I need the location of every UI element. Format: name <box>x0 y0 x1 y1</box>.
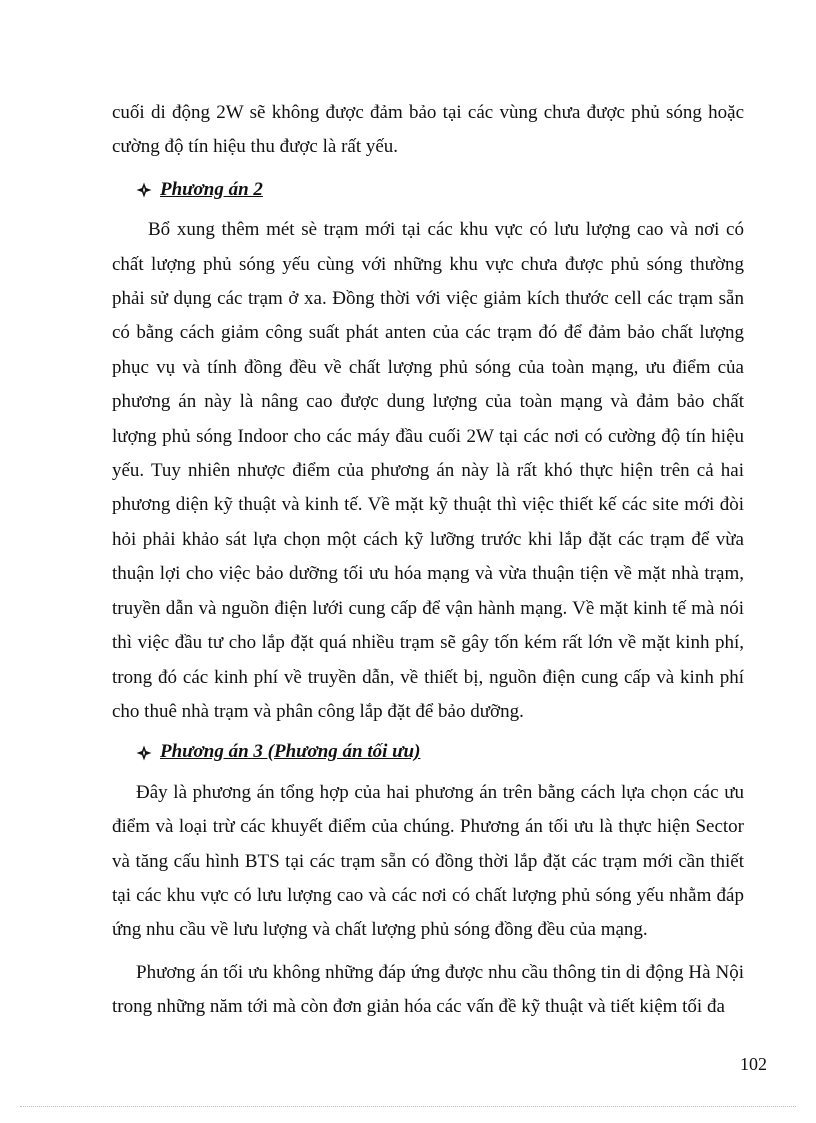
intro-paragraph: cuối di động 2W sẽ không được đảm bảo tại các vùng chưa được phủ sóng hoặc cường độ tín hiệu thu được là rất yếu. <box>112 102 744 158</box>
diamond-bullet-icon <box>136 182 152 198</box>
heading-option-2-title: Phương án 2 <box>160 178 263 200</box>
option-2-paragraph: Bổ xung thêm mét sè trạm mới tại các khu vực có lưu lượng cao và nơi có chất lượng phủ sóng yếu cùng với những khu vực chưa được phủ sóng thường phải sử dụng các trạm ở xa. Đồng thời với việc giảm kích thước cell các trạm sẵn có bằng cách giảm công suất phát anten của các trạm đó để đảm bảo chất lượng phục vụ và tính đồng đều về chất lượng phủ sóng của toàn mạng, ưu điểm của phương án này là nâng cao được dung lượng của toàn mạng và đảm bảo chất lượng phủ sóng Indoor cho các máy đầu cuối 2W tại các nơi có cường độ tín hiệu yếu. Tuy nhiên nhược điểm của phương án này là rất khó thực hiện trên cả hai phương diện kỹ thuật và kinh tế. Về mặt kỹ thuật thì việc thiết kế các site mới đòi hỏi phải khảo sát lựa chọn một cách kỹ lưỡng trước khi lắp đặt các trạm để vừa thuận lợi cho việc bảo dưỡng tối ưu hóa mạng và vừa thuận tiện về mặt nhà trạm, truyền dẫn và nguồn điện lưới cung cấp để vận hành mạng. Về mặt kinh tế mà nói thì việc đầu tư cho lắp đặt quá nhiều trạm sẽ gây tốn kém rất lớn về mặt kinh phí, trong đó các kinh phí về truyền dẫn, về thiết bị, nguồn điện cung cấp và kinh phí cho thuê nhà trạm và phân công lắp đặt để bảo dưỡng. <box>112 219 744 722</box>
heading-option-3-title: Phương án 3 (Phương án tối ưu) <box>160 741 421 763</box>
closing-paragraph: Phương án tối ưu không những đáp ứng được nhu cầu thông tin di động Hà Nội trong những năm tới mà còn đơn giản hóa các vấn đề kỹ thuật và tiết kiệm tối đa <box>112 961 744 1018</box>
heading-option-3 <box>112 735 744 769</box>
bottom-divider <box>20 1106 796 1107</box>
diamond-bullet-icon <box>136 745 152 761</box>
page-content <box>112 96 744 1025</box>
heading-option-2 <box>112 173 744 207</box>
option-3-paragraph: Đây là phương án tổng hợp của hai phương án trên bằng cách lựa chọn các ưu điểm và loại trừ các khuyết điểm của chúng. Phương án tối ưu là thực hiện Sector và tăng cấu hình BTS tại các trạm sẵn có đồng thời lắp đặt các trạm mới cần thiết tại các khu vực có lưu lượng cao và các nơi có chất lượng phủ sóng yếu nhằm đáp ứng nhu cầu về lưu lượng và chất lượng phủ sóng đồng đều của mạng. <box>112 781 744 941</box>
page-number: 102 <box>740 1054 767 1074</box>
